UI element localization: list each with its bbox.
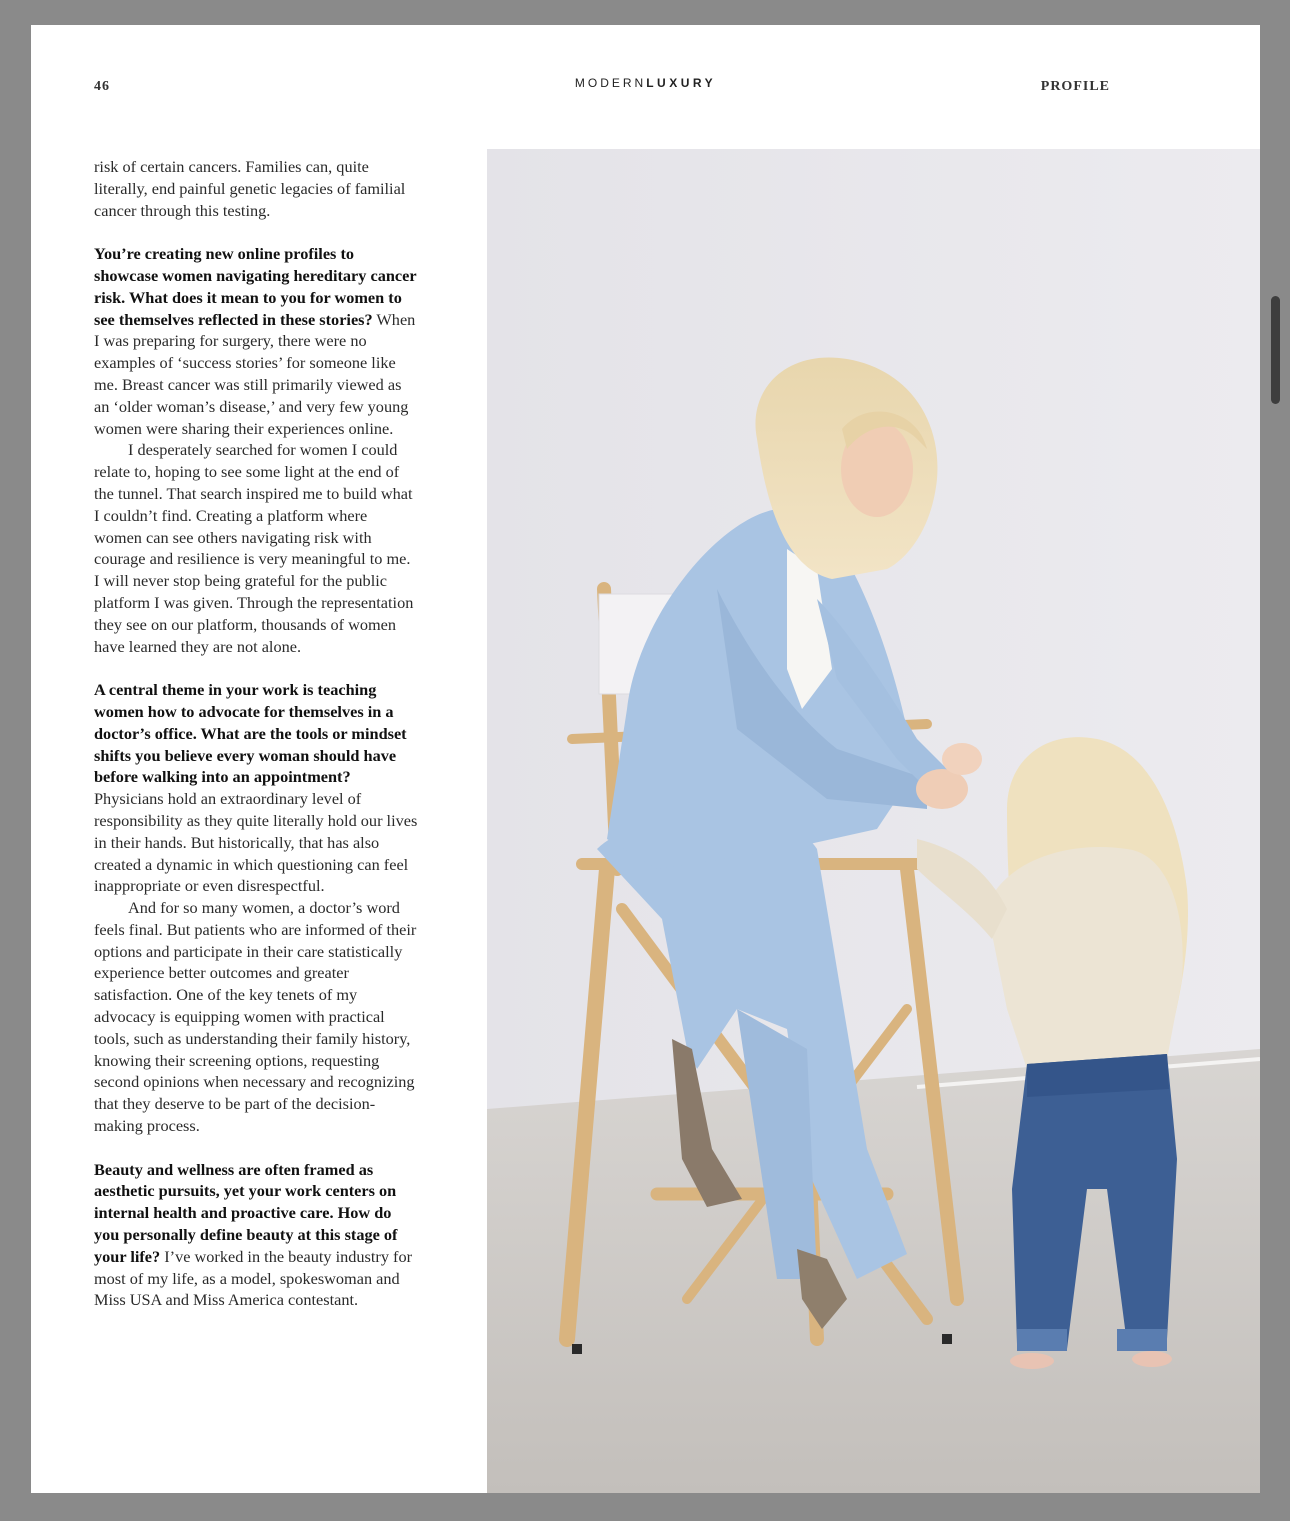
masthead-modern: MODERN bbox=[574, 76, 647, 90]
qa-block-1 bbox=[94, 243, 419, 439]
photo-illustration bbox=[487, 149, 1260, 1493]
question-1: You’re creating new online profiles to showcase women navigating hereditary cancer risk. What does it mean to you for women to see themselves reflected in these stories? bbox=[94, 244, 417, 329]
answer-2: Physicians hold an extraordinary level of responsibility as they quite literally hold our lives in their hands. But historically, that has also created a dynamic in which questioning can feel inappropriate or even disrespectful. bbox=[94, 789, 418, 896]
masthead-luxury: LUXURY bbox=[646, 76, 717, 90]
magazine-page bbox=[31, 25, 1260, 1493]
article-paragraph: And for so many women, a doctor’s word feels final. But patients who are informed of their options and participate in their care statistically experience better outcomes and greater satisfaction. One of the key tenets of my advocacy is equipping women with practical tools, such as understanding their family history, knowing their screening options, requesting second opinions when necessary and recognizing that they deserve to be part of the decision-making process. bbox=[94, 898, 417, 1136]
page-number: 46 bbox=[94, 79, 110, 94]
answer-3: I’ve worked in the beauty industry for most of my life, as a model, spokeswoman and Miss USA and Miss America contestant. bbox=[94, 1246, 413, 1310]
article-paragraph: I desperately searched for women I could relate to, hoping to see some light at the end of the tunnel. That search inspired me to build what I couldn’t find. Creating a platform where women can see others navigating risk with courage and resilience is very meaningful to me. I will never stop being grateful for the public platform I was given. Through the representation they see on our platform, thousands of women have learned they are not alone. bbox=[94, 440, 414, 656]
answer-1: When I was preparing for surgery, there were no examples of ‘success stories’ for someone like me. Breast cancer was still primarily viewed as an ‘older woman’s disease,’ and very few young women were sharing their experiences online. bbox=[94, 309, 416, 438]
vertical-scrollbar[interactable] bbox=[1271, 296, 1280, 404]
section-label: PROFILE bbox=[1040, 79, 1110, 94]
article-paragraph: risk of certain cancers. Families can, quite literally, end painful genetic legacies of familial cancer through this testing. bbox=[94, 157, 406, 220]
qa-block-3 bbox=[94, 1159, 419, 1312]
question-3: Beauty and wellness are often framed as aesthetic pursuits, yet your work centers on internal health and proactive care. How do you personally define beauty at this stage of your life? bbox=[94, 1159, 398, 1266]
profile-photo bbox=[487, 149, 1260, 1493]
article-column bbox=[94, 156, 419, 1311]
question-2: A central theme in your work is teaching women how to advocate for themselves in a doctor’s office. What are the tools or mindset shifts you believe every woman should have before walking into an appointment? bbox=[94, 680, 407, 787]
qa-block-2 bbox=[94, 679, 419, 897]
